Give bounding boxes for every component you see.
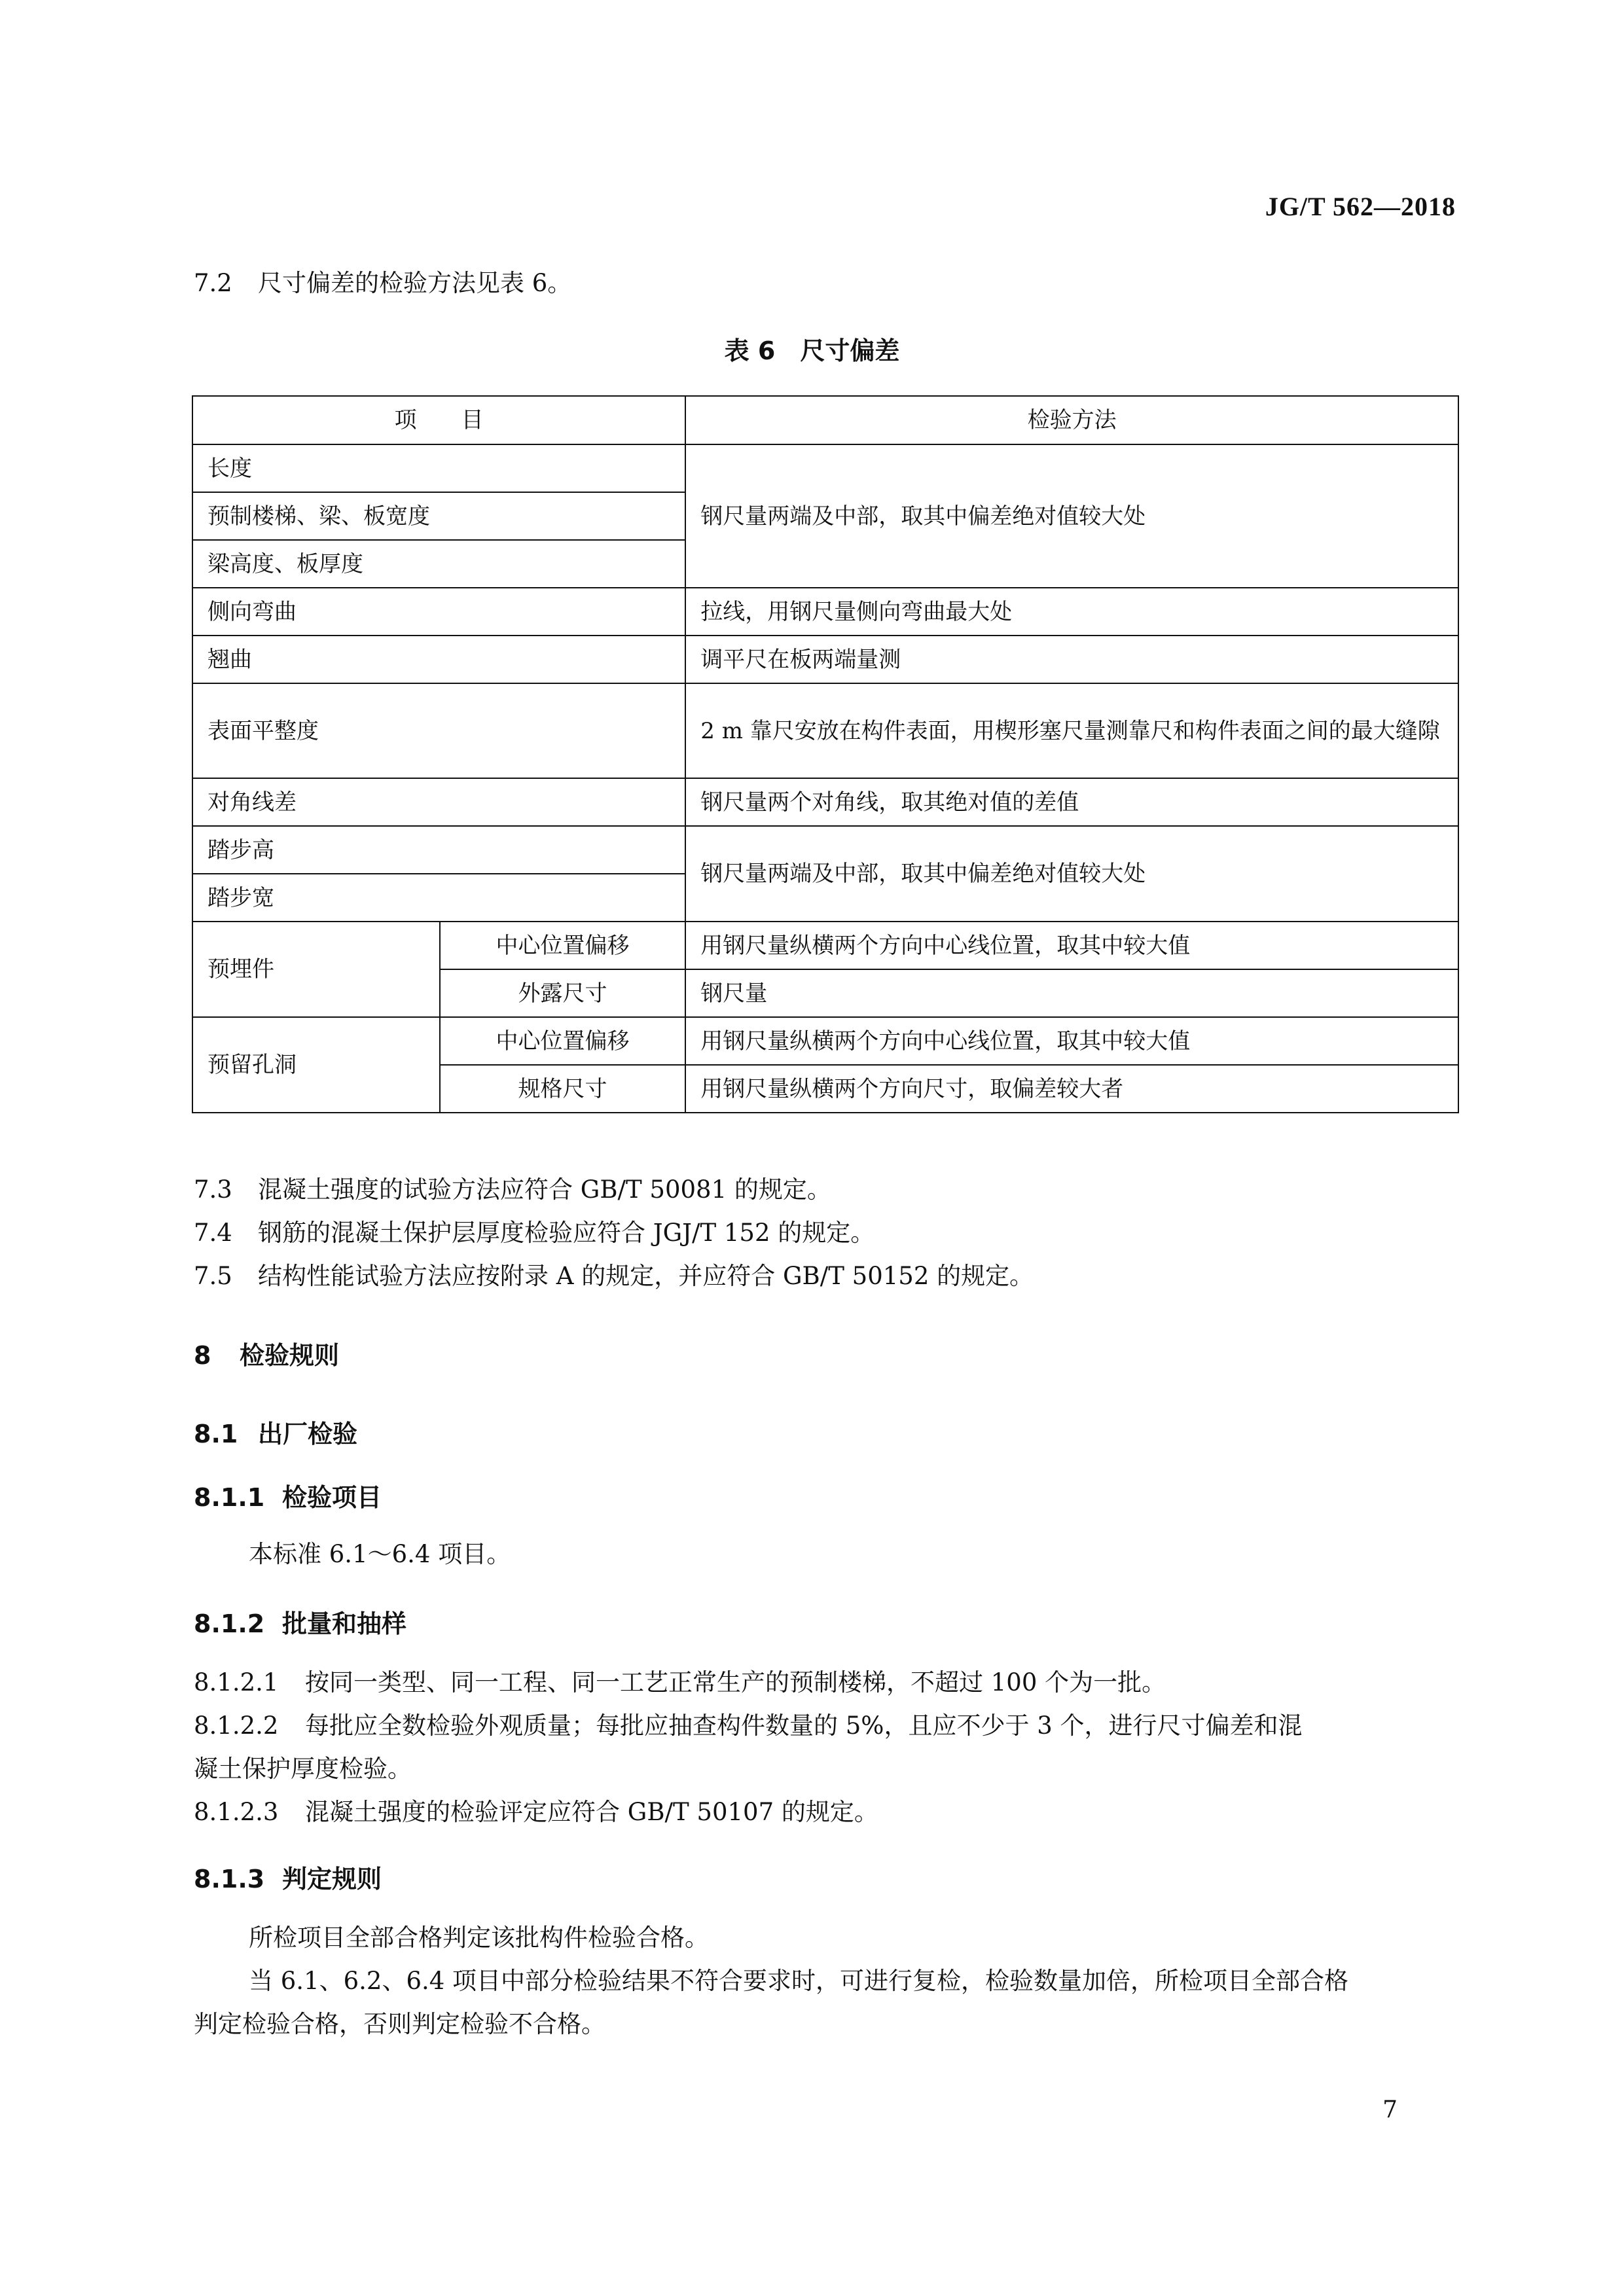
item-cell: 梁高度、板厚度: [192, 540, 685, 588]
clause-8-1-2-1: [194, 1661, 1457, 1704]
table-row: [192, 778, 1458, 826]
table-row: [192, 826, 1458, 874]
clause-text: 尺寸偏差的检验方法见表 6。: [258, 269, 572, 297]
method-cell: 拉线，用钢尺量侧向弯曲最大处: [685, 588, 1458, 636]
item-cell: 翘曲: [192, 636, 685, 683]
method-cell: 用钢尺量纵横两个方向中心线位置，取其中较大值: [685, 922, 1458, 969]
table-header-row: [192, 396, 1458, 444]
table-row: [192, 683, 1458, 778]
section-number: 8.1: [194, 1420, 238, 1448]
body-text: 所检项目全部合格判定该批构件检验合格。: [249, 1924, 709, 1952]
clause-number: 7.3: [194, 1175, 232, 1204]
table-row: [192, 444, 1458, 492]
body-text: 判定检验合格，否则判定检验不合格。: [194, 2010, 605, 2038]
header-method: 检验方法: [685, 396, 1458, 444]
subitem-cell: 外露尺寸: [440, 969, 686, 1017]
section-title: 判定规则: [282, 1865, 382, 1893]
item-cell: 对角线差: [192, 778, 685, 826]
clause-text: 按同一类型、同一工程、同一工艺正常生产的预制楼梯，不超过 100 个为一批。: [305, 1668, 1166, 1696]
clause-text: 混凝土强度的检验评定应符合 GB/T 50107 的规定。: [305, 1798, 878, 1826]
clause-number: 7.5: [194, 1262, 232, 1290]
method-cell: 钢尺量两端及中部，取其中偏差绝对值较大处: [685, 444, 1458, 588]
clause-8-1-2-3: [194, 1791, 1457, 1834]
section-8-1-2-heading: [194, 1604, 406, 1640]
clause-8-1-2-2: [194, 1704, 1457, 1748]
body-text: 当 6.1、6.2、6.4 项目中部分检验结果不符合要求时，可进行复检，检验数量加倍，所检项目全部合格: [249, 1967, 1349, 1995]
page-number: 7: [1382, 2096, 1398, 2123]
method-cell: 2 m 靠尺安放在构件表面，用楔形塞尺量测靠尺和构件表面之间的最大缝隙: [685, 683, 1458, 778]
item-cell: 表面平整度: [192, 683, 685, 778]
table-row: [192, 588, 1458, 636]
clause-number: 8.1.2.2: [194, 1712, 279, 1740]
dimension-deviation-table: [192, 395, 1459, 1113]
section-title: 出厂检验: [258, 1420, 358, 1448]
clause-7-5: [194, 1255, 1457, 1298]
section-number: 8.1.1: [194, 1483, 265, 1512]
clause-number: 7.2: [194, 269, 232, 297]
section-number: 8.1.2: [194, 1609, 265, 1638]
section-title: 检验项目: [282, 1483, 382, 1512]
table-row: [192, 922, 1458, 969]
section-8-1-3-heading: [194, 1859, 382, 1895]
item-cell: 踏步宽: [192, 874, 685, 922]
section-8-1-1-heading: [194, 1477, 382, 1513]
method-cell: 钢尺量两端及中部，取其中偏差绝对值较大处: [685, 826, 1458, 922]
clause-text: 每批应全数检验外观质量；每批应抽查构件数量的 5%，且应不少于 3 个，进行尺寸偏差和混: [305, 1712, 1303, 1740]
method-cell: 钢尺量两个对角线，取其绝对值的差值: [685, 778, 1458, 826]
clause-number: 7.4: [194, 1219, 232, 1247]
section-8-heading: [194, 1335, 339, 1371]
method-cell: 用钢尺量纵横两个方向中心线位置，取其中较大值: [685, 1017, 1458, 1065]
item-cell: 踏步高: [192, 826, 685, 874]
clause-number: 8.1.2.3: [194, 1798, 279, 1826]
clause-7-3: [194, 1168, 1457, 1211]
section-title: 批量和抽样: [282, 1609, 407, 1638]
item-cell: 长度: [192, 444, 685, 492]
method-cell: 调平尺在板两端量测: [685, 636, 1458, 683]
table-caption: 表 6 尺寸偏差: [724, 336, 900, 365]
header-item: 项 目: [192, 396, 685, 444]
item-cell: 预埋件: [192, 922, 440, 1017]
item-cell: 预制楼梯、梁、板宽度: [192, 492, 685, 540]
body-text: 本标准 6.1～6.4 项目。: [249, 1540, 511, 1568]
item-cell: 侧向弯曲: [192, 588, 685, 636]
table-row: [192, 636, 1458, 683]
standard-code: JG/T 562—2018: [1265, 192, 1456, 221]
clause-7-2: [194, 262, 1457, 305]
clause-7-4: [194, 1211, 1457, 1255]
section-number: 8.1.3: [194, 1865, 265, 1893]
clause-number: 8.1.2.1: [194, 1668, 279, 1696]
clause-text: 混凝土强度的试验方法应符合 GB/T 50081 的规定。: [258, 1175, 831, 1204]
subitem-cell: 中心位置偏移: [440, 1017, 686, 1065]
clause-continuation: 凝土保护厚度检验。: [194, 1755, 412, 1783]
table-row: [192, 1017, 1458, 1065]
subitem-cell: 规格尺寸: [440, 1065, 686, 1113]
method-cell: 用钢尺量纵横两个方向尺寸，取偏差较大者: [685, 1065, 1458, 1113]
clause-text: 钢筋的混凝土保护层厚度检验应符合 JGJ/T 152 的规定。: [258, 1219, 875, 1247]
section-number: 8: [194, 1341, 211, 1370]
subitem-cell: 中心位置偏移: [440, 922, 686, 969]
method-cell: 钢尺量: [685, 969, 1458, 1017]
section-8-1-heading: [194, 1414, 357, 1450]
section-title: 检验规则: [240, 1341, 340, 1370]
clause-text: 结构性能试验方法应按附录 A 的规定，并应符合 GB/T 50152 的规定。: [258, 1262, 1034, 1290]
item-cell: 预留孔洞: [192, 1017, 440, 1113]
